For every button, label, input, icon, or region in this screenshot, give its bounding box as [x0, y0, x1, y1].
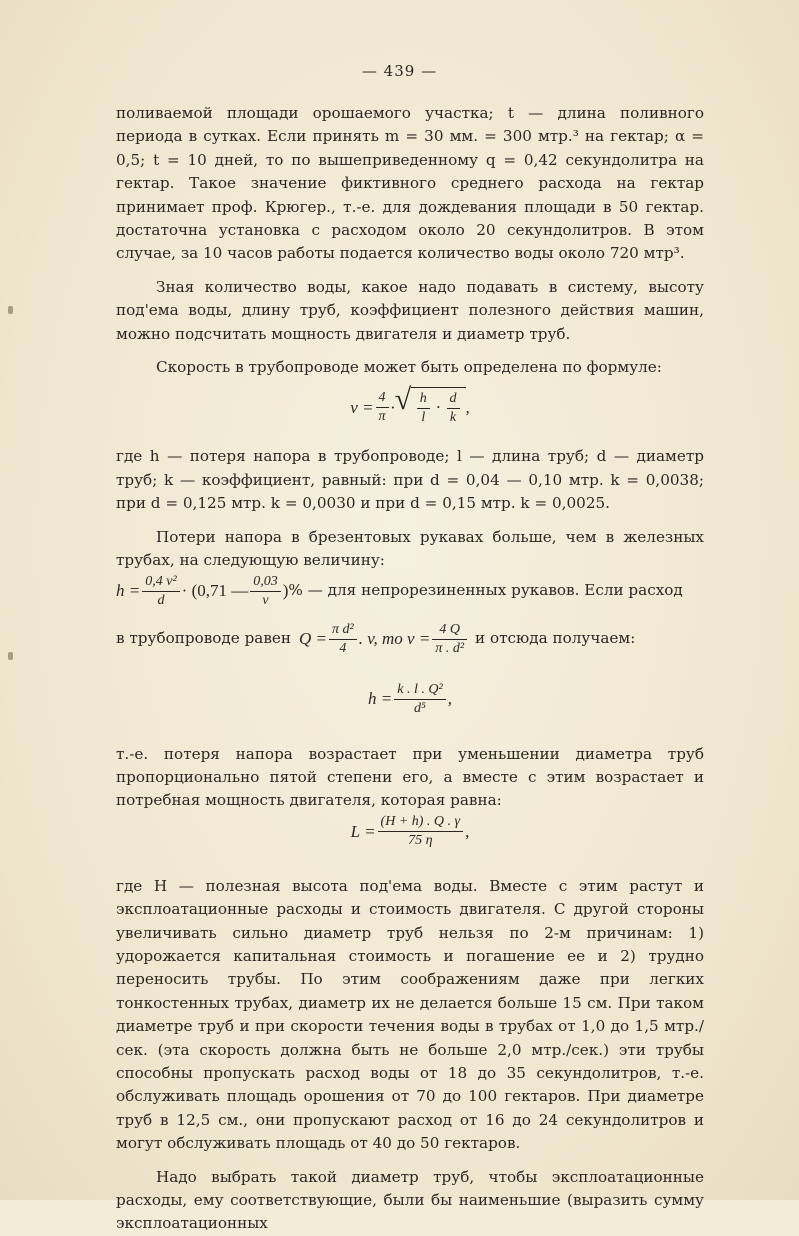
paragraph-1: поливаемой площади орошаемого участка; t — длина поливного периода в сутках. Если принять m = 30 мм. = 300 мтр.³ на гектар; α = 0,5; t = 10 дней, то по вышеприведенному q = 0,42 секундолитра на гектар. Такое значение фиктивного среднего расхода на гектар принимает проф. Крюгер., т.-е. для дождевания площади в 50 гектар. достаточна установка с расходом около 20 секундолитров. В этом случае, за 10 часов работы подается количество воды около 720 мтр³. [116, 104, 704, 263]
paragraph-8: Надо выбрать такой диаметр труб, чтобы эксплоатационные расходы, ему соответствующие, были бы наименьшие (выразить сумму эксплоатационных [116, 1167, 704, 1233]
paragraph-6: т.-е. потеря напора возрастает при уменьшении диаметра труб пропорционально пятой степени его, а вместе с этим возрастает и потребная мощность двигателя, которая равна: [116, 744, 704, 810]
paragraph-2: Зная количество воды, какое надо подавать в систему, высоту под'ема воды, длину труб, коэффициент полезного действия машин, можно подсчитать мощность двигателя и диаметр труб. [116, 277, 704, 343]
page-body [116, 102, 704, 1236]
formula-discharge: в трубопроводе равен Q = $\frac{\text{π d²}}{4}$ . v, то v = $\frac{4 Q}{\text{π . d²}}$ и отсюда получаем: [116, 621, 636, 656]
formula-head-loss: h = $\frac{\text{k . l . Q²}}{\text{d⁵}}$ , [368, 681, 452, 716]
paragraph-4: где h — потеря напора в трубопроводе; l — длина труб; d — диаметр труб; k — коэффициент, равный: при d = 0,04 — 0,10 мтр. k = 0,0038; при d = 0,125 мтр. k = 0,0030 и при d = 0,15 мтр. k = 0,0025. [116, 447, 704, 513]
formula-velocity-lhs: v = [350, 397, 374, 417]
scan-speck [8, 652, 13, 660]
paragraph-3: Скорость в трубопроводе может быть определена по формуле: [156, 358, 662, 377]
formula-velocity-coef: $\frac{4}{\pi}$ [376, 389, 389, 426]
scan-speck [8, 306, 13, 314]
formula-velocity: v = $\frac{4}{\pi}$ · √ $\frac{h}{l}$ · $\frac{d}{k}$ , [350, 383, 470, 426]
page-number: — 439 — [361, 62, 438, 80]
formula-velocity-root: √ $\frac{h}{l}$ · $\frac{d}{k}$ [395, 387, 466, 427]
sqrt-sign-icon: √ [394, 383, 412, 417]
formula-hose-loss: h = $\frac{\text{0,4 v²}}{d}$ · (0,71 — $\frac{0,03}{v}$ ) % — для непрорезиненных рукавов. Если расход [116, 573, 683, 608]
formula-power: L = $\frac{(H + h) . Q . \gamma}{75 \eta}$ , [350, 813, 470, 848]
paragraph-5: Потери напора в брезентовых рукавах больше, чем в железных трубах, на следующую величину: [116, 527, 704, 570]
paragraph-7: где H — полезная высота под'ема воды. Вместе с этим растут и эксплоатационные расходы и стоимость двигателя. С другой стороны увеличивать сильно диаметр труб нельзя по 2-м причинам: 1) удорожается капитальная стоимость и погашение ее и 2) трудно переносить трубы. По этим соображениям даже при легких тонкостенных трубах, диаметр их не делается больше 15 см. При таком диаметре труб и при скорости течения воды в трубах от 1,0 до 1,5 мтр./сек. (эта скорость должна быть не больше 2,0 мтр./сек.) эти трубы способны пропускать расход воды от 18 до 35 секундолитров, т.-е. обслуживать площадь орошения от 70 до 100 гектаров. При диаметре труб в 12,5 см., они пропускают расход от 16 до 24 секундолитров и могут обслуживать площадь от 40 до 50 гектаров. [116, 876, 704, 1153]
